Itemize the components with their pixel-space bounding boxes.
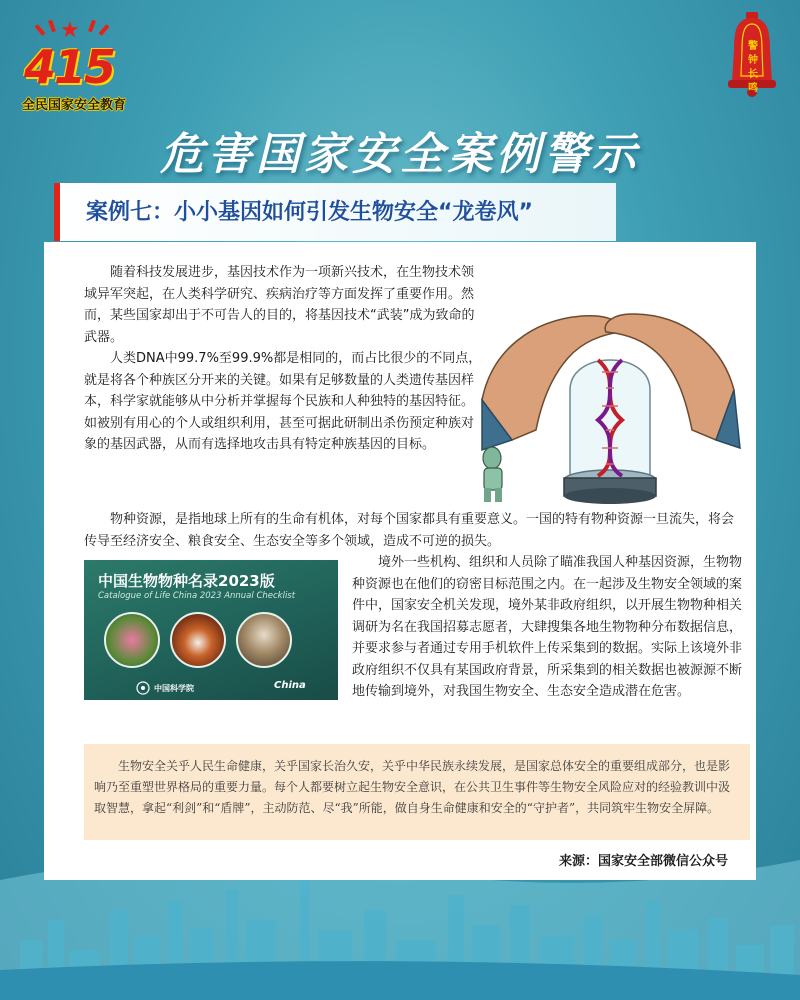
content-panel bbox=[44, 242, 756, 880]
catalogue-title: 中国生物物种名录2023版 bbox=[98, 572, 275, 590]
logo-caption: 全民国家安全教育 bbox=[22, 98, 127, 113]
orchid-photo bbox=[104, 612, 160, 668]
body-paragraph-4: 境外一些机构、组织和人员除了瞄准我国人种基因资源，生物物种资源也在他们的窃密目标范围之内。在一起涉及生物安全领域的案件中，国家安全机关发现，境外某非政府组织，以开展生物物种相关调研为名在我国招募志愿者，大肆搜集各地生物物种分布数据信息，并要求参与者通过专用手机软件上传采集到的数据。实际上该境外非政府组织不仅具有某国政府背景，所采集到的相关数据也被源源不断地传输到境外，对我国生物安全、生态安全造成潜在危害。 bbox=[352, 555, 743, 699]
star-icon: ★ bbox=[60, 18, 80, 43]
bell-text: 警钟长鸣 bbox=[748, 41, 758, 94]
body-paragraph-1: 随着科技发展进步，基因技术作为一项新兴技术，在生物技术领域异军突起，在人类科学研究、疾病治疗等方面发挥了重要作用。然而，某些国家却出于不可告人的目的，将基因技术“武装”成为致命的武器。 bbox=[84, 265, 475, 345]
logo-ray bbox=[48, 20, 56, 33]
species-catalogue-cover bbox=[84, 560, 338, 700]
source-credit: 来源：国家安全部微信公众号 bbox=[558, 854, 728, 869]
logo-ray bbox=[99, 24, 110, 36]
logo-ray bbox=[88, 20, 96, 33]
case-banner bbox=[54, 183, 616, 241]
warning-bell-icon bbox=[722, 10, 782, 98]
case-title: 案例七：小小基因如何引发生物安全“龙卷风” bbox=[86, 200, 533, 225]
publisher-name: 中国科学院 bbox=[154, 684, 194, 693]
dna-dome-illustration bbox=[472, 280, 742, 510]
logo-ray bbox=[35, 24, 46, 36]
body-paragraph-3: 物种资源，是指地球上所有的生命有机体，对每个国家都具有重要意义。一国的特有物种资源一旦流失，将会传导至经济安全、粮食安全、生态安全等多个领域，造成不可逆的损失。 bbox=[84, 512, 735, 549]
mushroom-photo bbox=[236, 612, 292, 668]
catalogue-subtitle: Catalogue of Life China 2023 Annual Checklist bbox=[98, 591, 296, 601]
summary-text: 生物安全关乎人民生命健康，关乎国家长治久安，关乎中华民族永续发展，是国家总体安全的重要组成部分，也是影响乃至重塑世界格局的重要力量。每个人都要树立起生物安全意识，在公共卫生事件等生物安全风险应对的经验教训中汲取智慧，拿起“利剑”和“盾牌”，主动防范、尽“我”所能，做自身生命健康和安全的“守护者”，共同筑牢生物安全屏障。 bbox=[94, 759, 731, 815]
body-paragraph-2: 人类DNA中99.7%至99.9%都是相同的，而占比很少的不同点，就是将各个种族区分开来的关键。如果有足够数量的人类遗传基因样本，科学家就能够从中分析并掌握每个民族和人种独特的基因特征。如被别有用心的个人或组织利用，甚至可据此研制出杀伤预定种族对象的基因武器，从而有选择地攻击具有特定种族基因的目标。 bbox=[84, 351, 482, 452]
page-title: 危害国家安全案例警示 bbox=[160, 129, 640, 180]
summary-box bbox=[84, 744, 750, 840]
logo-number: 415 bbox=[24, 40, 115, 94]
china-logo: China bbox=[274, 680, 306, 691]
cas-emblem-icon bbox=[136, 681, 150, 695]
national-security-education-logo bbox=[10, 18, 150, 113]
red-panda-photo bbox=[170, 612, 226, 668]
